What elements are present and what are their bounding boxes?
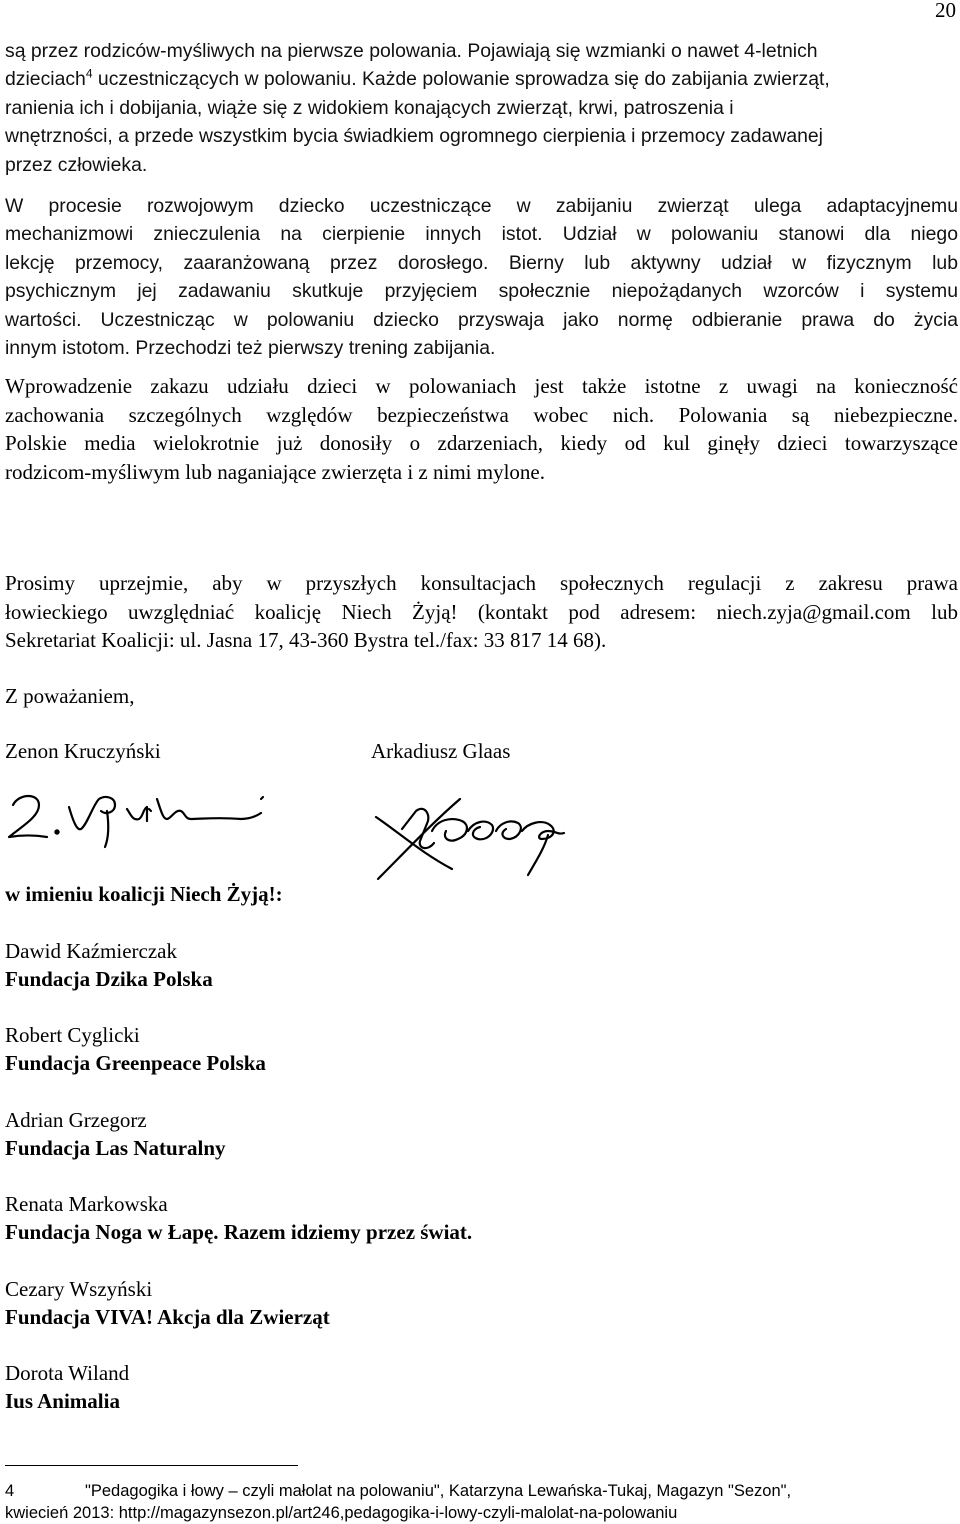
text-fragment: dzieciach	[5, 68, 86, 91]
paragraph-line: Sekretariat Koalicji: ul. Jasna 17, 43-360 Bystra tel./fax: 33 817 14 68).	[5, 628, 607, 653]
member-organization: Fundacja Las Naturalny	[5, 1136, 226, 1160]
member-person: Cezary Wszyński	[5, 1277, 153, 1301]
paragraph-line: Prosimy uprzejmie, aby w przyszłych konsultacjach społecznych regulacji z zakresu prawa	[5, 571, 958, 595]
paragraph-line: Wprowadzenie zakazu udziału dzieci w polowaniach jest także istotne z uwagi na konieczność	[5, 374, 958, 398]
member-organization: Ius Animalia	[5, 1389, 120, 1413]
member-organization: Fundacja Noga w Łapę. Razem idziemy przez świat.	[5, 1220, 473, 1244]
paragraph-development	[5, 192, 958, 362]
signature-left-image	[5, 785, 270, 855]
paragraph-line: wartości. Uczestnicząc w polowaniu dziecko przyswaja jako normę odbieranie prawa do życia	[5, 308, 958, 331]
footnote-separator	[5, 1465, 298, 1466]
paragraph-line: mechanizmowi znieczulenia na cierpienie innych istot. Udział w polowaniu stanowi dla niego	[5, 223, 958, 246]
member-person: Renata Markowska	[5, 1192, 168, 1216]
member-organization: Fundacja VIVA! Akcja dla Zwierząt	[5, 1305, 330, 1329]
member-person: Robert Cyglicki	[5, 1023, 140, 1047]
signatory-left-name: Zenon Kruczyński	[5, 739, 161, 763]
paragraph-safety	[5, 372, 958, 486]
paragraph-line: łowieckiego uwzględniać koalicję Niech Żyją! (kontakt pod adresem: niech.zyja@gmail.com lub	[5, 599, 958, 624]
paragraph-line: zachowania szczególnych względów bezpieczeństwa wobec nich. Polowania są niebezpieczne.	[5, 402, 958, 427]
paragraph-line	[5, 65, 958, 93]
member-person: Adrian Grzegorz	[5, 1108, 147, 1132]
coalition-heading: w imieniu koalicji Niech Żyją!:	[5, 882, 283, 906]
footnote-number: 4	[5, 1482, 15, 1500]
text-fragment: uczestniczących w polowaniu. Każde polowanie sprowadza się do zabijania zwierząt,	[92, 68, 830, 91]
paragraph-hunting-children	[5, 37, 958, 179]
paragraph-line: innym istotom. Przechodzi też pierwszy trening zabijania.	[5, 337, 496, 360]
footnote-reference: 4	[85, 66, 93, 81]
member-person: Dawid Kaźmierczak	[5, 939, 177, 963]
footnote	[5, 1480, 955, 1524]
signature-right-image	[372, 795, 567, 883]
paragraph-request	[5, 569, 958, 655]
closing-salutation: Z poważaniem,	[5, 684, 135, 708]
paragraph-line: są przez rodziców-myśliwych na pierwsze polowania. Pojawiają się wzmianki o nawet 4-letnich	[5, 40, 818, 62]
paragraph-line: wnętrzności, a przede wszystkim bycia świadkiem ogromnego cierpienia i przemocy zadawanej	[5, 125, 823, 148]
member-organization: Fundacja Dzika Polska	[5, 967, 213, 991]
member-person: Dorota Wiland	[5, 1361, 130, 1385]
paragraph-line: Polskie media wielokrotnie już donosiły o zdarzeniach, kiedy od kul ginęły dzieci towarzyszące	[5, 431, 958, 456]
page-number: 20	[935, 0, 956, 22]
footnote-text: "Pedagogika i łowy – czyli małolat na polowaniu", Katarzyna Lewańska-Tukaj, Magazyn "Sezon",	[85, 1482, 792, 1500]
paragraph-line: psychicznym jej zadawaniu skutkuje przyjęciem społecznie niepożądanych wzorców i systemu	[5, 280, 958, 303]
signatory-right-name: Arkadiusz Glaas	[371, 739, 511, 763]
footnote-line	[5, 1480, 955, 1502]
paragraph-line: rodzicom-myśliwym lub naganiające zwierzęta i z nimi mylone.	[5, 459, 545, 484]
paragraph-line: lekcję przemocy, zaaranżowaną przez dorosłego. Bierny lub aktywny udział w fizycznym lub	[5, 251, 958, 274]
footnote-line: kwiecień 2013: http://magazynsezon.pl/art246,pedagogika-i-lowy-czyli-malolat-na-polowaniu	[5, 1504, 678, 1522]
paragraph-line: ranienia ich i dobijania, wiąże się z widokiem konających zwierząt, krwi, patroszenia i	[5, 96, 734, 119]
paragraph-line: W procesie rozwojowym dziecko uczestniczące w zabijaniu zwierząt ulega adaptacyjnemu	[5, 195, 958, 217]
member-organization: Fundacja Greenpeace Polska	[5, 1051, 266, 1075]
paragraph-line: przez człowieka.	[5, 153, 148, 176]
